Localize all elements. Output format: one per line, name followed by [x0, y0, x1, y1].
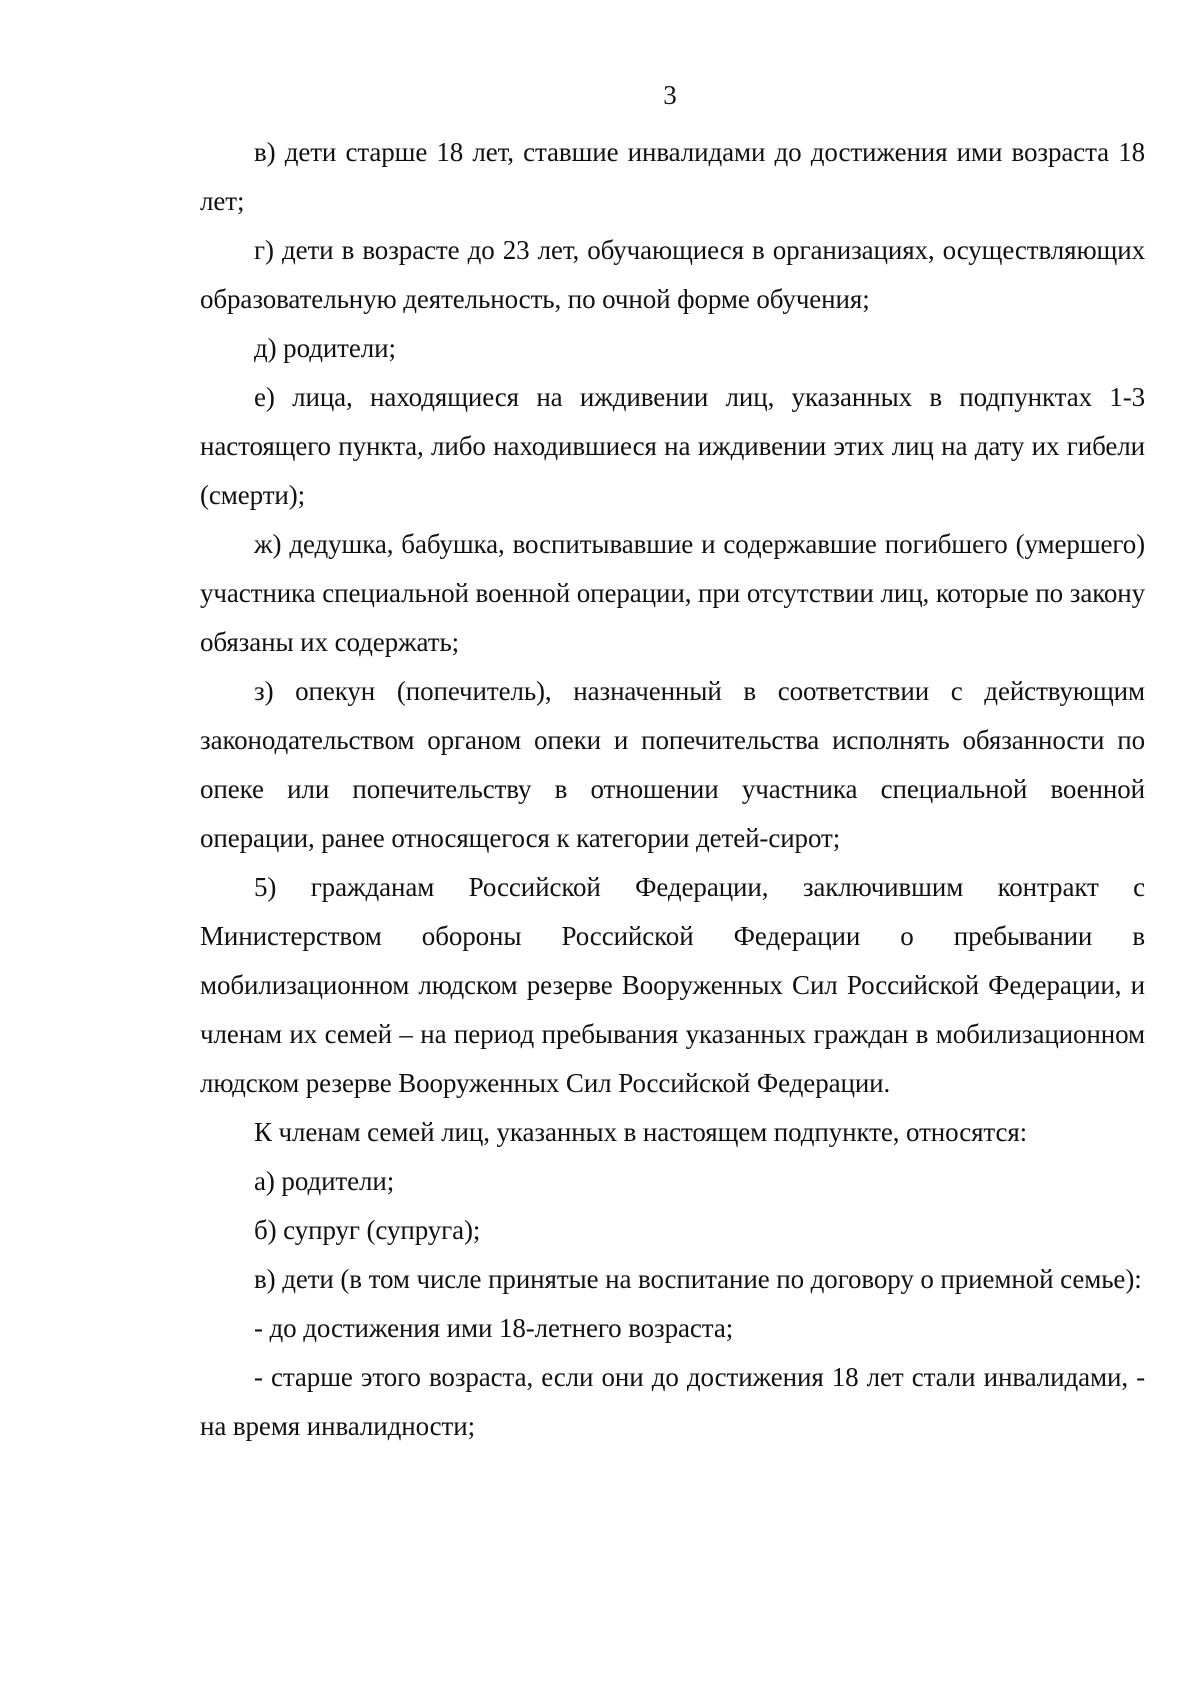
paragraph-item-v-children-over-18: в) дети старше 18 лет, ставшие инвалидами до достижения ими возраста 18 лет;: [200, 137, 1145, 216]
paragraph-item-z-guardian: з) опекун (попечитель), назначенный в соответствии с действующим законодательством органом опеки и попечительства исполнять обязанности по опеке или попечительству в отношении участника специальной военной операции, ранее относящегося к категории детей-сирот;: [200, 676, 1145, 853]
paragraph-item-d-parents: д) родители;: [254, 333, 396, 363]
page-number: 3: [663, 80, 677, 110]
paragraph-item-g-students-under-23: г) дети в возрасте до 23 лет, обучающиеся в организациях, осуществляющих образовательную деятельность, по очной форме обучения;: [200, 235, 1145, 314]
paragraph-item-b-spouse: б) супруг (супруга);: [254, 1215, 481, 1245]
paragraph-family-members-intro: К членам семей лиц, указанных в настоящем подпункте, относятся:: [254, 1117, 1028, 1147]
paragraph-item-v-children: в) дети (в том числе принятые на воспитание по договору о приемной семье):: [254, 1264, 1142, 1294]
paragraph-item-a-parents: а) родители;: [254, 1166, 395, 1196]
paragraph-dash-under-18: - до достижения ими 18-летнего возраста;: [254, 1313, 734, 1343]
paragraph-item-zh-grandparents: ж) дедушка, бабушка, воспитывавшие и содержавшие погибшего (умершего) участника специальной военной операции, при отсутствии лиц, которые по закону обязаны их содержать;: [200, 529, 1145, 657]
paragraph-dash-over-18-disabled: - старше этого возраста, если они до достижения 18 лет стали инвалидами, - на время инвалидности;: [200, 1362, 1145, 1441]
document-body: [200, 128, 1145, 1451]
paragraph-item-5-mobilization-reserve: 5) гражданам Российской Федерации, заключившим контракт с Министерством обороны Российской Федерации о пребывании в мобилизационном людском резерве Вооруженных Сил Российской Федерации, и членам их семей – на период пребывания указанных граждан в мобилизационном людском резерве Вооруженных Сил Российской Федерации.: [200, 872, 1145, 1098]
paragraph-item-e-dependents: е) лица, находящиеся на иждивении лиц, указанных в подпунктах 1-3 настоящего пункта, либо находившиеся на иждивении этих лиц на дату их гибели (смерти);: [200, 382, 1145, 510]
